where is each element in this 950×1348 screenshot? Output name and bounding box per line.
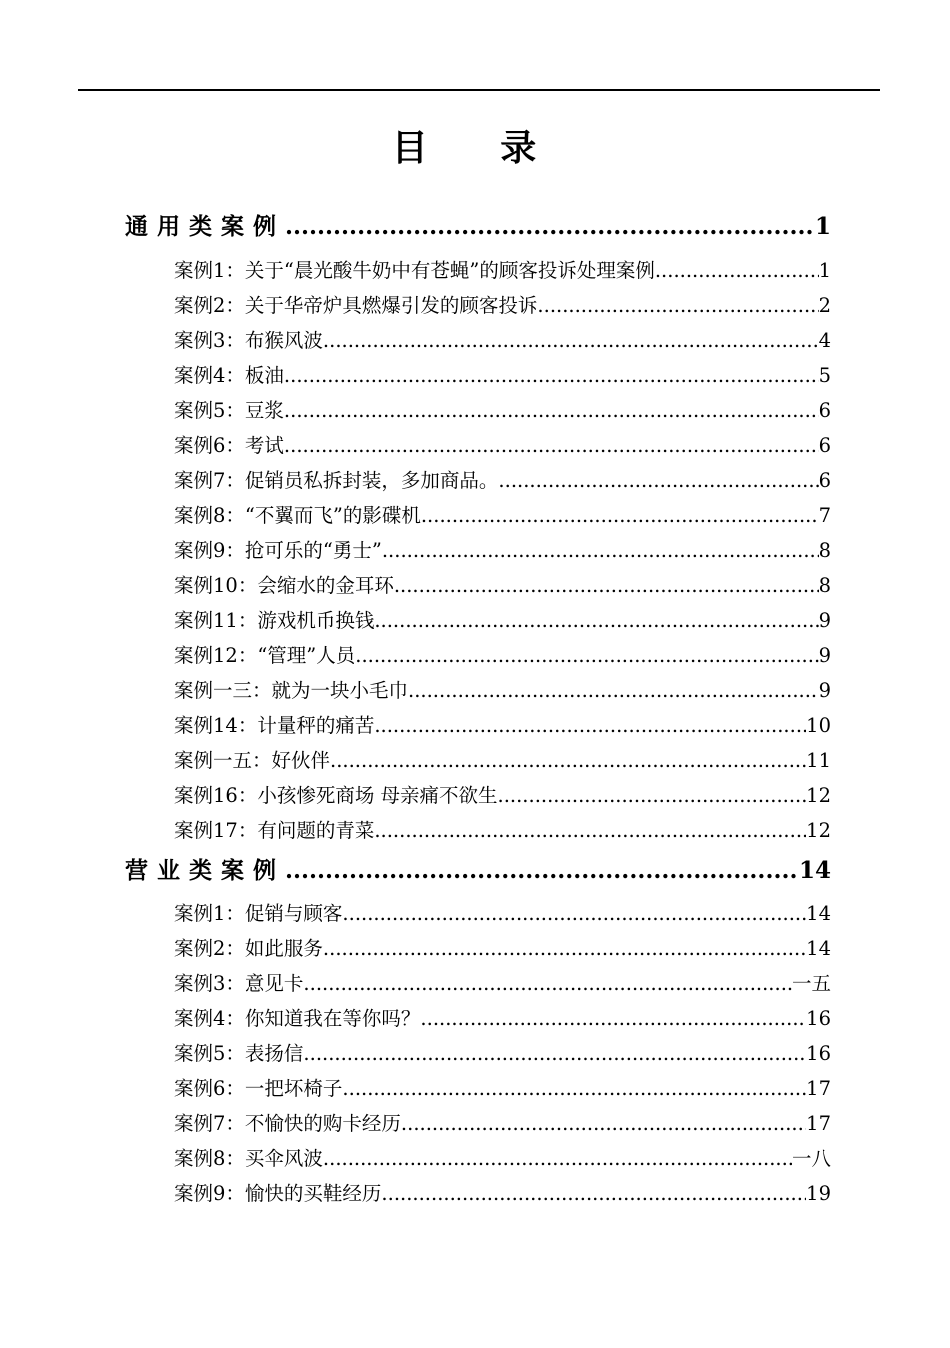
- toc-entry-label: 案例2：如此服务: [174, 937, 323, 960]
- toc-entry-label: 案例1：关于“晨光酸牛奶中有苍蝇”的顾客投诉处理案例: [174, 259, 655, 282]
- toc-entry[interactable]: [174, 1004, 831, 1034]
- toc-page-number: 8: [818, 574, 831, 597]
- toc-leader: [284, 396, 819, 426]
- toc-leader: [303, 1039, 806, 1069]
- toc-page-number: 11: [806, 749, 831, 772]
- toc-leader: [394, 571, 819, 601]
- toc-entry[interactable]: [174, 746, 831, 776]
- toc-entry-label: 案例5：豆浆: [174, 399, 284, 422]
- toc-page-number: 16: [806, 1007, 831, 1030]
- toc-entry-label: 案例7：不愉快的购卡经历: [174, 1112, 401, 1135]
- toc-entry-label: 案例6：考试: [174, 434, 284, 457]
- toc-entry-label: 案例17：有问题的青菜: [174, 819, 375, 842]
- toc-entry[interactable]: [174, 711, 831, 741]
- toc-section-label: 营业类案例: [125, 857, 285, 884]
- toc-page-number: 7: [818, 504, 831, 527]
- toc-entry[interactable]: [174, 361, 831, 391]
- toc-entry[interactable]: [174, 934, 831, 964]
- toc-leader: [284, 431, 819, 461]
- toc-section-label: 通用类案例: [125, 213, 285, 240]
- toc-entry-label: 案例3：意见卡: [174, 972, 304, 995]
- toc-leader: [374, 606, 818, 636]
- toc-entry-label: 案例12：“管理”人员: [174, 644, 356, 667]
- toc-section-general[interactable]: [125, 210, 831, 244]
- toc-page-number: 5: [818, 364, 831, 387]
- toc-leader: [323, 934, 806, 964]
- toc-leader: [374, 711, 806, 741]
- toc-leader: [284, 361, 819, 391]
- toc-page-number: 6: [818, 399, 831, 422]
- toc-page-number: 6: [818, 469, 831, 492]
- toc-page-number: 一八: [791, 1147, 831, 1170]
- toc-leader: [421, 501, 819, 531]
- toc-entry[interactable]: [174, 291, 831, 321]
- toc-entry[interactable]: [174, 326, 831, 356]
- toc-entry[interactable]: [174, 466, 831, 496]
- toc-entry[interactable]: [174, 606, 831, 636]
- toc-entry-label: 案例3：布猴风波: [174, 329, 323, 352]
- toc-entry-label: 案例1：促销与顾客: [174, 902, 343, 925]
- toc-entry-label: 案例5：表扬信: [174, 1042, 304, 1065]
- toc-entry-label: 案例10：会缩水的金耳环: [174, 574, 394, 597]
- toc-leader: [537, 291, 818, 321]
- toc-page-number: 14: [806, 937, 831, 960]
- toc-entry-label: 案例一五：好伙伴: [174, 749, 331, 772]
- toc-entry[interactable]: [174, 1144, 831, 1174]
- toc-entry-label: 案例9：愉快的买鞋经历: [174, 1182, 382, 1205]
- toc-page-number: 8: [818, 539, 831, 562]
- toc-leader: [498, 781, 807, 811]
- toc-entry[interactable]: [174, 1179, 831, 1209]
- toc-entry[interactable]: [174, 899, 831, 929]
- toc-entry[interactable]: [174, 676, 831, 706]
- toc-page-number: 4: [818, 329, 831, 352]
- toc-page-number: 1: [818, 259, 831, 282]
- toc-leader: [285, 210, 815, 244]
- toc-entry[interactable]: [174, 1109, 831, 1139]
- toc-entry[interactable]: [174, 501, 831, 531]
- toc-entry[interactable]: [174, 1039, 831, 1069]
- toc-entry-label: 案例4：板油: [174, 364, 284, 387]
- toc-leader: [374, 816, 806, 846]
- toc-entry-label: 案例14：计量秤的痛苦: [174, 714, 375, 737]
- toc-entry[interactable]: [174, 816, 831, 846]
- toc-entry[interactable]: [174, 1074, 831, 1104]
- toc-entry[interactable]: [174, 641, 831, 671]
- toc-page-number: 16: [806, 1042, 831, 1065]
- toc-entry[interactable]: [174, 256, 831, 286]
- toc-leader: [355, 641, 818, 671]
- toc-entry-label: 案例2：关于华帝炉具燃爆引发的顾客投诉: [174, 294, 538, 317]
- toc-page-number: 14: [798, 857, 831, 884]
- toc-page-number: 17: [806, 1112, 831, 1135]
- toc-entry-label: 案例9：抢可乐的“勇士”: [174, 539, 382, 562]
- toc-leader: [401, 1109, 806, 1139]
- toc-page-number: 1: [814, 213, 831, 240]
- header-rule: [78, 89, 880, 91]
- toc-page-number: 14: [806, 902, 831, 925]
- toc-page-number: 17: [806, 1077, 831, 1100]
- toc-leader: [323, 1144, 792, 1174]
- toc-page-number: 2: [818, 294, 831, 317]
- toc-leader: [330, 746, 806, 776]
- toc-page-number: 9: [818, 609, 831, 632]
- toc-entry[interactable]: [174, 969, 831, 999]
- toc-leader: [498, 466, 818, 496]
- toc-section-business[interactable]: [125, 854, 831, 888]
- toc-entry-label: 案例一三：就为一块小毛巾: [174, 679, 409, 702]
- toc-entry-label: 案例16：小孩惨死商场 母亲痛不欲生: [174, 784, 498, 807]
- toc-leader: [303, 969, 792, 999]
- toc-entry-label: 案例6：一把坏椅子: [174, 1077, 343, 1100]
- toc-leader: [323, 326, 819, 356]
- toc-entry[interactable]: [174, 431, 831, 461]
- toc-page-number: 一五: [791, 972, 831, 995]
- toc-entry-label: 案例7：促销员私拆封装，多加商品。: [174, 469, 499, 492]
- toc-page-number: 12: [806, 819, 831, 842]
- toc-leader: [342, 1074, 806, 1104]
- toc-leader: [420, 1004, 806, 1034]
- toc-leader: [381, 1179, 806, 1209]
- toc-page-number: 12: [806, 784, 831, 807]
- toc-entry-label: 案例8：“不翼而飞”的影碟机: [174, 504, 421, 527]
- toc-entry[interactable]: [174, 571, 831, 601]
- toc-leader: [342, 899, 806, 929]
- toc-leader: [655, 256, 819, 286]
- toc-leader: [408, 676, 819, 706]
- toc-page-number: 9: [818, 644, 831, 667]
- toc-entry-label: 案例8：买伞风波: [174, 1147, 323, 1170]
- page-title: 目 录: [391, 127, 567, 169]
- toc-page-number: 6: [818, 434, 831, 457]
- toc-leader: [285, 854, 799, 888]
- toc-page-number: 9: [818, 679, 831, 702]
- toc-page-number: 19: [806, 1182, 831, 1205]
- toc-entry-label: 案例4：你知道我在等你吗？: [174, 1007, 421, 1030]
- toc-entry-label: 案例11：游戏机币换钱: [174, 609, 375, 632]
- toc-page-number: 10: [806, 714, 831, 737]
- toc-leader: [382, 536, 819, 566]
- toc-entry[interactable]: [174, 536, 831, 566]
- toc-entry[interactable]: [174, 396, 831, 426]
- toc-entry[interactable]: [174, 781, 831, 811]
